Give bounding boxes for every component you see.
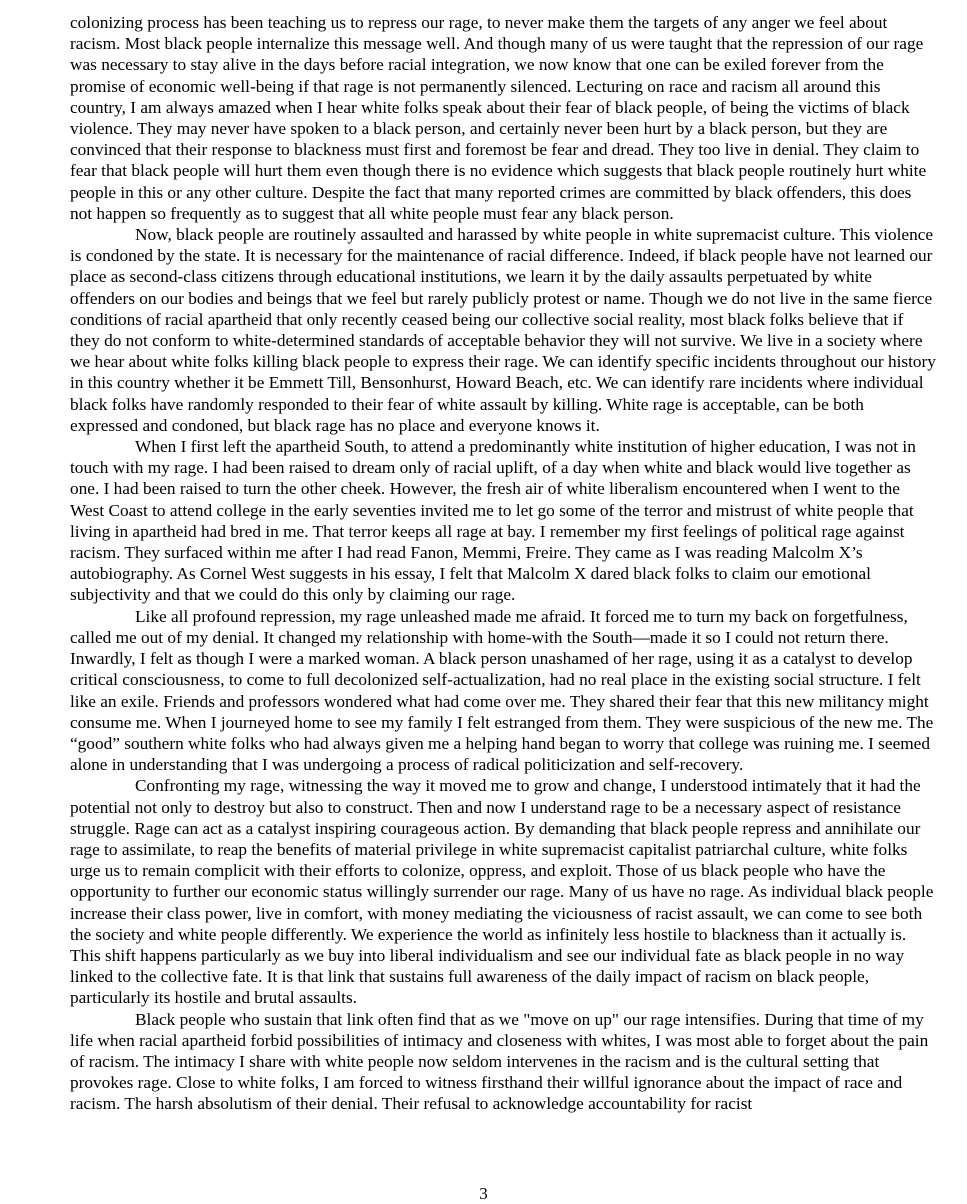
paragraph-move-on-up: Black people who sustain that link often find that as we "move on up" our rage intensifies. During that time of my life when racial apartheid forbid possibilities of intimacy and closeness with whites, I was most able to forget about the pain of racism. The intimacy I share with white people now seldom intervenes in the racism and is the cultural setting that provokes rage. Close to white folks, I am forced to witness firsthand their willful ignorance about the impact of race and racism. The harsh absolutism of their denial. Their refusal to acknowledge accountability for racist xyxy=(70,1009,929,1114)
document-body xyxy=(70,12,936,1115)
paragraph-white-supremacist-culture: Now, black people are routinely assaulted and harassed by white people in white supremacist culture. This violence is condoned by the state. It is necessary for the maintenance of racial difference. Indeed, if black people have not learned our place as second-class citizens through educational institutions, we learn it by the daily assaults perpetuated by white offenders on our bodies and beings that we feel but rarely publicly protest or name. Though we do not live in the same fierce conditions of racial apartheid that only recently ceased being our collective social reality, most black folks believe that if they do not conform to white-determined standards of acceptable behavior they will not survive. We live in a society where we hear about white folks killing black people to express their rage. We can identify specific incidents throughout our history in this country whether it be Emmett Till, Bensonhurst, Howard Beach, etc. We can identify rare incidents where individual black folks have randomly responded to their fear of white assault by killing. White rage is acceptable, can be both expressed and condoned, but black rage has no place and everyone knows it. xyxy=(70,225,936,435)
paragraph-continuation: colonizing process has been teaching us to repress our rage, to never make them the targets of any anger we feel about racism. Most black people internalize this message well. And though many of us were taught that the repression of our rage was necessary to stay alive in the days before racial integration, we now know that one can be exiled forever from the promise of economic well-being if that rage is not permanently silenced. Lecturing on race and racism all around this country, I am always amazed when I hear white folks speak about their fear of black people, of being the victims of black violence. They may never have spoken to a black person, and certainly never been hurt by a black person, but they are convinced that their response to blackness must first and foremost be fear and dread. They too live in denial. They claim to fear that black people will hurt them even though there is no evidence which suggests that black people routinely hurt white people in this or any other culture. Despite the fact that many reported crimes are committed by black offenders, this does not happen so frequently as to suggest that all white people must fear any black person. xyxy=(70,13,927,223)
paragraph-confronting-rage: Confronting my rage, witnessing the way it moved me to grow and change, I understood intimately that it had the potential not only to destroy but also to construct. Then and now I understand rage to be a necessary aspect of resistance struggle. Rage can act as a catalyst inspiring courageous action. By demanding that black people repress and annihilate our rage to assimilate, to reap the benefits of material privilege in white supremacist capitalist patriarchal culture, white folks urge us to remain complicit with their efforts to colonize, oppress, and exploit. Those of us black people who have the opportunity to further our economic status willingly surrender our rage. Many of us have no rage. As individual black people increase their class power, live in comfort, with money mediating the viciousness of racist assault, we can come to see both the society and white people differently. We experience the world as infinitely less hostile to blackness than it actually is. This shift happens particularly as we buy into liberal individualism and see our individual fate as black people in no way linked to the collective fate. It is that link that sustains full awareness of the daily impact of racism on black people, particularly its hostile and brutal assaults. xyxy=(70,776,934,1008)
paragraph-profound-repression: Like all profound repression, my rage unleashed made me afraid. It forced me to turn my back on forgetfulness, called me out of my denial. It changed my relationship with home-with the South—made it so I could not return there. Inwardly, I felt as though I were a marked woman. A black person unashamed of her rage, using it as a catalyst to develop critical consciousness, to come to full decolonized self-actualization, had no real place in the existing social structure. I felt like an exile. Friends and professors wondered what had come over me. They shared their fear that this new militancy might consume me. When I journeyed home to see my family I felt estranged from them. They were suspicious of the new me. The “good” southern white folks who had always given me a helping hand began to worry that college was ruining me. I seemed alone in understanding that I was undergoing a process of radical politicization and self-recovery. xyxy=(70,606,934,775)
page-number: 3 xyxy=(479,1184,488,1203)
paragraph-apartheid-south: When I first left the apartheid South, to attend a predominantly white institution of higher education, I was not in touch with my rage. I had been raised to dream only of racial uplift, of a day when white and black would live together as one. I had been raised to turn the other cheek. However, the fresh air of white liberalism encountered when I went to the West Coast to attend college in the early seventies invited me to let go some of the terror and mistrust of white people that living in apartheid had bred in me. That terror keeps all rage at bay. I remember my first feelings of political rage against racism. They surfaced within me after I had read Fanon, Memmi, Freire. They came as I was reading Malcolm X’s autobiography. As Cornel West suggests in his essay, I felt that Malcolm X dared black folks to claim our emotional subjectivity and that we could do this only by claiming our rage. xyxy=(70,437,916,605)
